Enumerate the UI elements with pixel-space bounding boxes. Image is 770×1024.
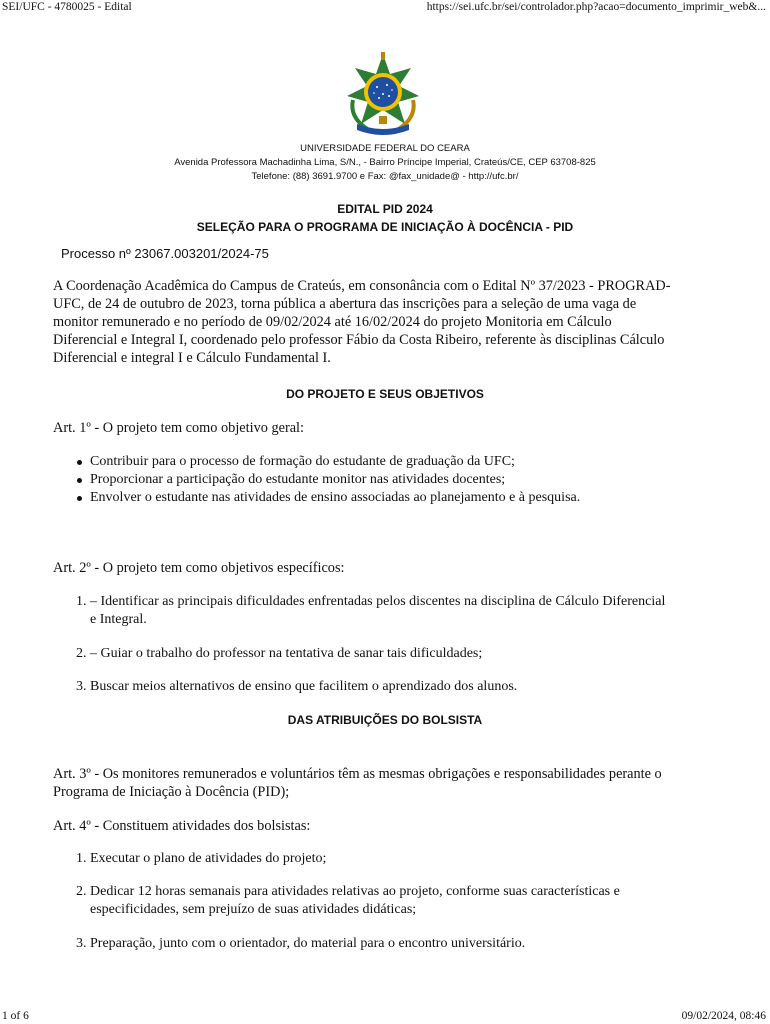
coat-of-arms-emblem — [343, 52, 423, 138]
institution-contact: Telefone: (88) 3691.9700 e Fax: @fax_unidade@ - http://ufc.br/ — [251, 171, 519, 182]
art1-bullet-list — [76, 453, 580, 507]
bullet-icon — [77, 478, 82, 483]
list-item: 3. Preparação, junto com o orientador, do material para o encontro universitário. — [76, 936, 526, 951]
page-count: 1 of 6 — [2, 1010, 29, 1022]
intro-paragraph — [53, 277, 713, 367]
article-4: Art. 4º - Constituem atividades dos bolsistas: — [53, 818, 311, 834]
list-item: Proporcionar a participação do estudante monitor nas atividades docentes; — [76, 471, 580, 489]
document-subtitle: SELEÇÃO PARA O PROGRAMA DE INICIAÇÃO À DOCÊNCIA - PID — [196, 220, 574, 234]
list-item: 1. – Identificar as principais dificuldades enfrentadas pelos discentes na disciplina de Cálculo Diferencial e Integral. — [76, 594, 666, 627]
list-item: 2. – Guiar o trabalho do professor na tentativa de sanar tais dificuldades; — [76, 646, 483, 661]
article-2: Art. 2º - O projeto tem como objetivos específicos: — [53, 560, 345, 576]
list-item: 3. Buscar meios alternativos de ensino que facilitem o aprendizado dos alunos. — [76, 679, 518, 694]
bullet-icon — [77, 460, 82, 465]
intro-line: Diferencial e integral I e Cálculo Fundamental I. — [53, 350, 331, 366]
list-item: 2. Dedicar 12 horas semanais para atividades relativas ao projeto, conforme suas características e especificidades, sem prejuízo de suas atividades didáticas; — [76, 884, 620, 917]
document-title: EDITAL PID 2024 — [337, 202, 433, 216]
section-heading-duties: DAS ATRIBUIÇÕES DO BOLSISTA — [287, 713, 483, 727]
article-1: Art. 1º - O projeto tem como objetivo geral: — [53, 420, 304, 436]
article-3: Art. 3º - Os monitores remunerados e voluntários têm as mesmas obrigações e responsabilidades perante o Programa de Iniciação à Docência (PID); — [53, 766, 662, 800]
page-title-header: SEI/UFC - 4780025 - Edital — [2, 1, 132, 13]
intro-line: UFC, de 24 de outubro de 2023, torna pública a abertura das inscrições para a seleção de uma vaga de — [53, 296, 637, 312]
bullet-icon — [77, 496, 82, 501]
list-item: Envolver o estudante nas atividades de ensino associadas ao planejamento e à pesquisa. — [76, 489, 580, 507]
process-number: Processo nº 23067.003201/2024-75 — [61, 246, 269, 261]
print-timestamp: 09/02/2024, 08:46 — [681, 1010, 766, 1022]
institution-address: Avenida Professora Machadinha Lima, S/N., - Bairro Príncipe Imperial, Crateús/CE, CEP 63708-825 — [174, 157, 596, 168]
section-heading-objectives: DO PROJETO E SEUS OBJETIVOS — [286, 387, 484, 401]
list-item: 1. Executar o plano de atividades do projeto; — [76, 851, 327, 866]
intro-line: Diferencial e Integral I, coordenado pelo professor Fábio da Costa Ribeiro, referente às disciplinas Cálculo — [53, 332, 665, 348]
intro-line: monitor remunerado e no período de 09/02/2024 até 16/02/2024 do projeto Monitoria em Cálculo — [53, 314, 612, 330]
list-item: Contribuir para o processo de formação do estudante de graduação da UFC; — [76, 453, 580, 471]
institution-name: UNIVERSIDADE FEDERAL DO CEARA — [300, 143, 470, 154]
intro-line: A Coordenação Acadêmica do Campus de Crateús, em consonância com o Edital Nº 37/2023 - PROGRAD- — [53, 278, 671, 294]
url-header: https://sei.ufc.br/sei/controlador.php?acao=documento_imprimir_web&... — [426, 1, 766, 13]
